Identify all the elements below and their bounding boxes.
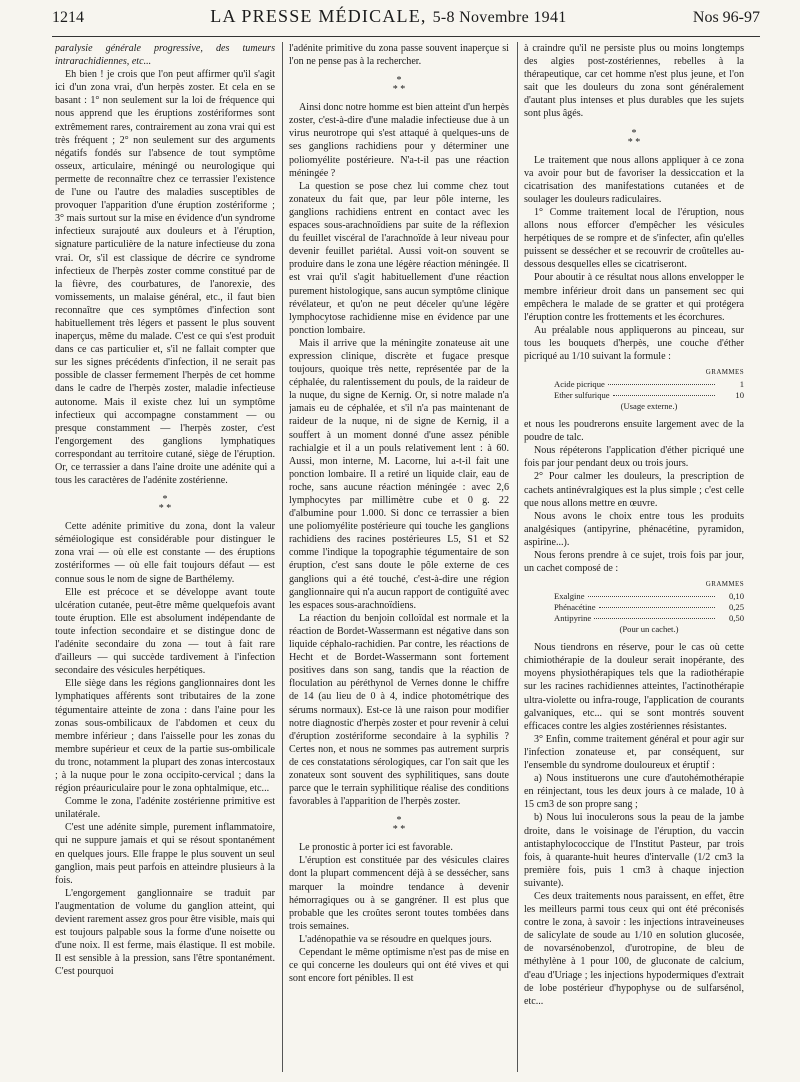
section-asterism: * * * <box>392 815 406 836</box>
paragraph: Ces deux traitements nous paraissent, en effet, être les meilleurs parmi tous ceux qui ont été préconisés contre le zona, à savoir : les injections intraveineuses de salicylate de soude au 1/10 en solution glucosée, de novarsénobenzol, d'urotropine, de bleu de méthylène à 1 pour 100, de gluconate de calcium, d'eau d'Uriage ; les injections hypodermiques d'extrait de lobe postérieur d'hypophyse ou de sulfarsénol, etc... <box>524 890 744 1007</box>
paragraph: Comme le zona, l'adénite zostérienne primitive est unilatérale. <box>55 796 275 821</box>
column-1 <box>55 42 275 1072</box>
paragraph: L'éruption est constituée par des vésicules claires dont la plupart commencent déjà à se dessécher, sans marquer la moindre tendance à devenir hémorragiques ou à se gangréner. Il est plus que probable que les croûtes seront toutes tombées dans trois semaines. <box>289 855 509 932</box>
page-header <box>52 6 760 37</box>
paragraph: 1° Comme traitement local de l'éruption, nous allons nous efforcer d'empêcher les vésicules herpétiques de se rompre et de s'infecter, afin qu'elles puissent se dessécher et se recouvrir de croûtelles au-dessous desquelles elles se cicatriseront. <box>524 206 744 271</box>
formula-picric-ether <box>524 367 744 412</box>
column-rule <box>517 42 518 1072</box>
ingredient-qty: 0,10 <box>728 591 744 602</box>
leader-dots <box>608 384 715 385</box>
ingredient-name: Antipyrine <box>554 613 592 624</box>
formula-unit: GRAMMES <box>705 368 744 377</box>
paragraph: C'est une adénite simple, purement inflammatoire, qui ne suppure jamais et qui se résout spontanément en quelques jours. Elle frappe le plus souvent un seul ganglion, mais peut parfois en atteindre plusieurs à la fois. <box>55 822 275 886</box>
issue-date: 5-8 Novembre 1941 <box>432 9 567 26</box>
paragraph: Elle est précoce et se développe avant toute ulcération cutanée, peut-être même quelquefois avant toute éruption. Elle est absolument indépendante de toute infection secondaire et se distingue donc de l'adénite secondaire du zona — tout à fait rare d'ailleurs — qui succède tardivement à l'infection secondaire des vésicules herpétiques. <box>55 586 275 677</box>
formula-row <box>524 613 744 624</box>
page-number: 1214 <box>52 9 84 26</box>
issue-number: Nos 96-97 <box>692 9 760 26</box>
paragraph: Nous répéterons l'application d'éther picriqué une fois par jour pendant deux ou trois jours. <box>524 445 744 470</box>
formula-row <box>524 602 744 613</box>
paragraph: l'adénite primitive du zona passe souvent inaperçue si l'on ne pense pas à la rechercher. <box>289 43 509 68</box>
paragraph: L'engorgement ganglionnaire se traduit par l'augmentation de volume du ganglion atteint, qui devient rarement assez gros pour être visible, mais qui est toujours palpable sous la forme d'une noisette ou d'une noix. Il est ferme, mais élastique. Il est mobile. Il est sensible à la pression, sans l'être spontanément. C'est pourquoi <box>55 887 275 978</box>
formula-row <box>524 390 744 401</box>
paragraph: Cependant le même optimisme n'est pas de mise en ce qui concerne les douleurs qui ont été vives et qui sont encore fort pénibles. Il est <box>289 947 509 985</box>
paragraph: Nous tiendrons en réserve, pour le cas où cette chimiothérapie de la douleur serait inopérante, des moyens physiothérapiques tels que la radiothérapie sur les racines rachidiennes atteintes, l'actinothérapie ultra-violette ou infra-rouge, l'application de courants galvaniques, etc... qui se sont montrés souvent efficaces contre les algies zostériennes résistantes. <box>524 642 744 732</box>
paragraph: Cette adénite primitive du zona, dont la valeur séméiologique est considérable pour distinguer le zona vrai — où elle est constante — des éruptions zostériformes — où elle fait toujours défaut — est connue sous le nom de signe de Barthélemy. <box>55 521 275 585</box>
paragraph: La question se pose chez lui comme chez tout zonateux du fait que, par leur pôle interne, les ganglions rachidiens entrent en contact avec les espaces sous-arachnoïdiens par suite de la réflexion du feuillet viscéral de l'arachnoïde à leur niveau pour devenir feuillet pariétal. Aussi voit-on souvent se produire dans le zona une légère réaction méningée. Il est vrai qu'il s'agit habituellement d'une réaction purement histologique, sans aucun symptôme clinique révélateur, et qu'on ne peut déceler qu'une légère lymphocytose rachidienne mise en évidence par une ponction lombaire. <box>289 180 509 336</box>
paragraph: Eh bien ! je crois que l'on peut affirmer qu'il s'agit ici d'un zona vrai, d'un herpès zoster. Et cela en se basant : 1° non seulement sur la loi de fréquence qui nous apprend que les éruptions zostériformes sont extrêmement rares, contrairement au zona vrai qui est très fréquent ; 2° non seulement sur des arguments négatifs fondés sur l'absence de tout symptôme osseux, articulaire, méningé ou neurologique qui permette de reconnaître chez ce terrassier l'existence de l'une ou l'autre des maladies susceptibles de provoquer l'apparition d'une éruption zostériforme ; 3° mais surtout sur la mise en évidence d'un syndrome infectieux surajouté aux douleurs et à l'éruption, signature particulière de la nature infectieuse du zona vrai. Or, s'il est classique de décrire ce syndrome infectieux de l'herpès zoster comme constitué par de la fièvre, des courbatures, de l'anorexie, des vomissements, un malaise général, etc., il faut bien reconnaître que ces symptômes d'infection sont habituellement très légers et passent le plus souvent inaperçus, même du malade. C'est ce qui s'est produit dans ce cas particulier et, s'il ne fallait compter que sur les signes précédents d'infection, il ne serait pas possible de classer fermement l'herpès de cet homme dans le cadre de l'herpès zoster, maladie infectieuse autonome. Mais il existe chez lui un symptôme infectieux qui accompagne constamment — ou presque constamment — l'herpès zoster, c'est l'engorgement des ganglions lymphatiques correspondant au territoire cutané, siège de l'éruption. Or, ce terrassier a dans l'aine droite une adénite qui a tous les caractères de l'adénite zostérienne. <box>55 69 275 487</box>
leader-dots <box>613 395 715 396</box>
leader-dots <box>599 607 715 608</box>
paragraph: Nous ferons prendre à ce sujet, trois fois par jour, un cachet composé de : <box>524 550 744 575</box>
paragraph: Elle siège dans les régions ganglionnaires dont les lymphatiques afférents sont tributaires de la zone tégumentaire atteinte de zona : dans l'aine pour les zonas sous-ombilicaux de l'abdomen et ceux du membre inférieur ; dans l'aisselle pour les zonas du membre supérieur et ceux de la partie sus-ombilicale du tronc, notamment la plupart des zonas intercostaux ; à la nuque pour le zona occipito-cervical ; dans la région préauriculaire pour le zona ophtalmique, etc... <box>55 678 275 795</box>
paragraph: 3° Enfin, comme traitement général et pour agir sur l'infection zonateuse et, par conséquent, sur l'ensemble du syndrome douloureux et éruptif : <box>524 733 744 772</box>
ingredient-name: Acide picrique <box>554 379 605 390</box>
formula-note: (Pour un cachet.) <box>619 624 679 635</box>
journal-title: LA PRESSE MÉDICALE, <box>210 6 427 26</box>
paragraph: Nous avons le choix entre tous les produits analgésiques (antipyrine, phénacétine, pyramidon, aspirine...). <box>524 510 744 548</box>
leader-dots <box>588 596 715 597</box>
formula-row <box>524 591 744 602</box>
ingredient-qty: 1 <box>739 379 744 390</box>
journal-title-line <box>210 6 566 27</box>
section-asterism: * * * <box>392 75 406 96</box>
formula-unit: GRAMMES <box>705 580 744 589</box>
formula-analgesic-cachet <box>524 579 744 635</box>
column-2 <box>289 42 509 1072</box>
paragraph: Au préalable nous appliquerons au pinceau, sur tous les bouquets d'herpès, une couche d'éther picriqué au 1/10 suivant la formule : <box>524 324 744 362</box>
paragraph: à craindre qu'il ne persiste plus ou moins longtemps des algies post-zostériennes, rebelles à la thérapeutique, car cet homme n'est plus jeune, et l'on sait que les douleurs du zona sont généralement d'autant plus intenses et plus durables que les sujets sont plus âgés. <box>524 43 744 120</box>
formula-row <box>524 379 744 390</box>
leader-dots <box>594 618 715 619</box>
paragraph: paralysie générale progressive, des tumeurs intrarachidiennes, etc... <box>55 43 275 68</box>
paragraph: Pour aboutir à ce résultat nous allons envelopper le membre inférieur droit dans un pansement sec qui empêchera le malade de se gratter et qui protégera l'éruption contre les frottements et les écorchures. <box>524 272 744 323</box>
paragraph: Ainsi donc notre homme est bien atteint d'un herpès zoster, c'est-à-dire d'une maladie infectieuse due à un virus neurotrope qui s'est attaqué à quelques-uns de ses ganglions rachidiens pour y déterminer une poliomyélite postérieure. N'a-t-il pas une réaction méningée ? <box>289 102 509 179</box>
paragraph: Le traitement que nous allons appliquer à ce zona va avoir pour but de favoriser la dessiccation et la cicatrisation des manifestations cutanées et de soulager les douleurs radiculaires. <box>524 154 744 205</box>
ingredient-name: Exalgine <box>554 591 585 602</box>
column-rule <box>282 42 283 1072</box>
paragraph: et nous les poudrerons ensuite largement avec de la poudre de talc. <box>524 419 744 444</box>
paragraph: Mais il arrive que la méningite zonateuse ait une expression clinique, discrète et fugace presque toujours, quoique très nette, représentée par de la céphalée, du ralentissement du pouls, de la raideur de la nuque, du signe de Kernig. Or, si notre malade n'a jamais eu de céphalée, et s'il n'a pas maintenant de raideur de la nuque, ni de signe de Kernig, il a souffert à un moment donné d'une assez pénible rachialgie et il a un pouls relativement lent : à 60. Aussi, mon interne, M. Lacorne, lui a-t-il fait une ponction lombaire. Il a retiré un liquide clair, eau de roche, sans aucune réaction méningée : avec 2,6 lymphocytes par millimètre cube et 0 g. 22 d'albumine pour 1.000. Si donc ce terrassier a bien une poliomyélite postérieure qui touche les ganglions rachidiens des racines postérieures L5, S1 et S2 comme l'indique la topographie tégumentaire de son éruption, c'est sans doute le pôle externe de ces ganglions qui a été touché, c'est-à-dire une région ganglionnaire qui n'a aucun rapport de contiguïté avec les espaces sous-arachnoïdiens. <box>289 337 509 611</box>
paragraph: L'adénopathie va se résoudre en quelques jours. <box>299 933 492 945</box>
ingredient-qty: 0,50 <box>728 613 744 624</box>
ingredient-name: Ether sulfurique <box>554 390 610 401</box>
paragraph: b) Nous lui inoculerons sous la peau de la jambe droite, dans le voisinage de l'éruption, du vaccin antistaphylococcique de l'Institut Pasteur, par trois fois, à quarante-huit heures d'intervalle (1/2 cm3 la première fois, puis 1 cm3 à chaque injection suivante). <box>524 812 744 889</box>
ingredient-qty: 0,25 <box>728 602 744 613</box>
paragraph: Le pronostic à porter ici est favorable. <box>299 842 453 854</box>
paragraph: 2° Pour calmer les douleurs, la prescription de cachets antinévralgiques est la plus simple ; c'est celle que nous allons mettre en œuvre. <box>524 471 744 509</box>
section-asterism: * * * <box>158 494 172 515</box>
formula-note: (Usage externe.) <box>620 401 678 412</box>
paragraph: a) Nous instituerons une cure d'autohémothérapie en réinjectant, tous les deux jours à ce malade, 10 à 15 cm3 de son propre sang ; <box>524 773 744 811</box>
ingredient-name: Phénacétine <box>554 602 596 613</box>
column-3 <box>524 42 744 1072</box>
section-asterism: * * * <box>627 127 641 148</box>
ingredient-qty: 10 <box>735 390 744 401</box>
paragraph: La réaction du benjoin colloïdal est normale et la réaction de Bordet-Wassermann est négative dans son liquide céphalo-rachidien. Par contre, les réactions de Hecht et de Bordet-Wassermann sont fortement positives dans son sang, tandis que la réaction de floculation au péréthynol de Vernes donne le chiffre de 14 (au lieu de 0 à 4, indice photométrique des sérums normaux). Est-ce là une raison pour modifier notre diagnostic d'herpès zoster et pour revenir à celui d'éruption zostériforme secondaire à la syphilis ? Certes non, et nous ne sommes pas autrement surpris de ces constatations sérologiques, car l'on sait que les zonateux sont souvent des syphilitiques, sans doute parce que le terrain syphilitique réalise des conditions favorables à l'apparition de l'herpès zoster. <box>289 612 509 808</box>
